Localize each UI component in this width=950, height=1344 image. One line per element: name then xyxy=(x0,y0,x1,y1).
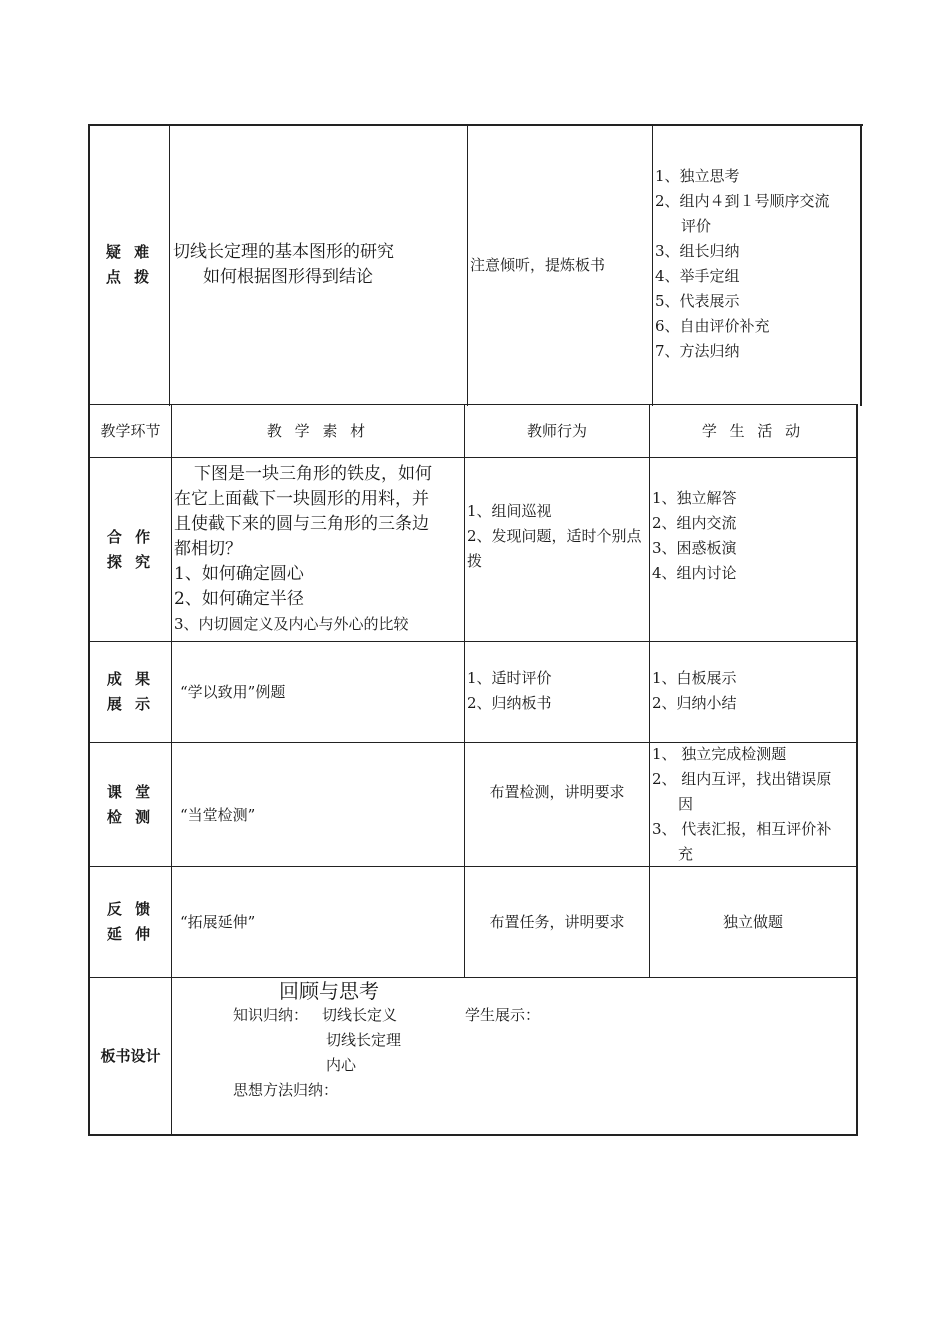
board-knowledge-label: 知识归纳： xyxy=(233,1006,309,1024)
list-item: 6、自由评价补充 xyxy=(655,317,770,335)
main-table-border-right xyxy=(856,404,858,1136)
top-table-border-right xyxy=(860,124,862,406)
material-feedback: “拓展延伸” xyxy=(180,912,256,931)
board-knowledge-item-3: 内心 xyxy=(326,1056,357,1074)
list-item: 2、 组内互评，找出错误原 xyxy=(652,770,832,788)
list-item: 1、独立思考 xyxy=(655,167,740,185)
list-item: 5、代表展示 xyxy=(655,292,740,310)
material-test: “当堂检测” xyxy=(180,806,256,824)
top-table-divider-1 xyxy=(169,124,170,406)
teacher-coop: 1、组间巡视 2、发现问题，适时个别点 拨 xyxy=(467,502,642,570)
list-item: 1、独立解答 xyxy=(652,489,737,507)
list-item: 3、组长归纳 xyxy=(655,242,740,260)
main-col-divider-1 xyxy=(171,404,172,1136)
list-item: 因 xyxy=(678,795,694,813)
list-item: 4、组内讨论 xyxy=(652,564,737,582)
list-item: 3、困惑板演 xyxy=(652,539,737,557)
list-item: 2、归纳小结 xyxy=(652,694,737,712)
board-student-show: 学生展示： xyxy=(465,1006,541,1024)
material-difficulty: 切线长定理的基本图形的研究 如何根据图形得到结论 xyxy=(173,242,394,287)
board-title: 回顾与思考 xyxy=(279,979,379,1003)
stage-label-difficulty: 疑 难 点 拨 xyxy=(105,243,154,286)
stage-label-test: 课 堂 检 测 xyxy=(106,782,155,826)
student-result xyxy=(652,666,856,716)
stage-label-board: 板书设计 xyxy=(100,1046,161,1065)
header-student: 学 生 活 动 xyxy=(701,421,805,440)
board-method: 思想方法归纳： xyxy=(233,1081,339,1099)
stage-label-feedback: 反 馈 延 伸 xyxy=(106,900,155,943)
top-table-divider-3 xyxy=(652,124,653,406)
list-item: 7、方法归纳 xyxy=(655,342,740,360)
teacher-difficulty: 注意倾听，提炼板书 xyxy=(470,255,606,274)
main-table-border-bottom xyxy=(88,1134,858,1136)
list-item: 4、举手定组 xyxy=(655,267,740,285)
header-teacher: 教师行为 xyxy=(526,421,587,440)
student-feedback: 独立做题 xyxy=(722,912,783,931)
student-coop xyxy=(652,486,856,586)
list-item: 1、 独立完成检测题 xyxy=(652,745,787,763)
row-divider-feedback xyxy=(88,977,858,978)
material-coop: 下图是一块三角形的铁皮，如何 在它上面截下一块圆形的用料，并 且使截下来的圆与三角形的三条边 都相切？ 1、如何确定圆心 2、如何确定半径 3、内切圆定义及内心与外心的比较 xyxy=(174,464,432,633)
material-result: “学以致用”例题 xyxy=(180,682,286,701)
header-material: 教 学 素 材 xyxy=(266,421,370,440)
stage-label-result: 成 果 展 示 xyxy=(106,670,155,713)
list-item: 1、白板展示 xyxy=(652,669,737,687)
teacher-result: 1、适时评价 2、归纳板书 xyxy=(467,669,552,712)
teacher-test: 布置检测，讲明要求 xyxy=(489,782,625,801)
list-item: 评价 xyxy=(681,217,712,235)
list-item: 充 xyxy=(678,845,694,863)
stage-label-coop: 合 作 探 究 xyxy=(106,527,155,571)
board-knowledge-item-1: 切线长定义 xyxy=(322,1006,398,1024)
header-row-divider xyxy=(88,457,858,458)
header-stage: 教学环节 xyxy=(100,421,161,440)
list-item: 2、组内４到１号顺序交流 xyxy=(655,192,830,210)
top-table-divider-2 xyxy=(467,124,468,406)
teacher-feedback: 布置任务，讲明要求 xyxy=(489,912,625,931)
list-item: 2、组内交流 xyxy=(652,514,737,532)
student-test xyxy=(652,742,856,867)
student-difficulty-list xyxy=(655,164,858,364)
board-knowledge-item-2: 切线长定理 xyxy=(326,1031,402,1049)
list-item: 3、 代表汇报，相互评价补 xyxy=(652,820,832,838)
